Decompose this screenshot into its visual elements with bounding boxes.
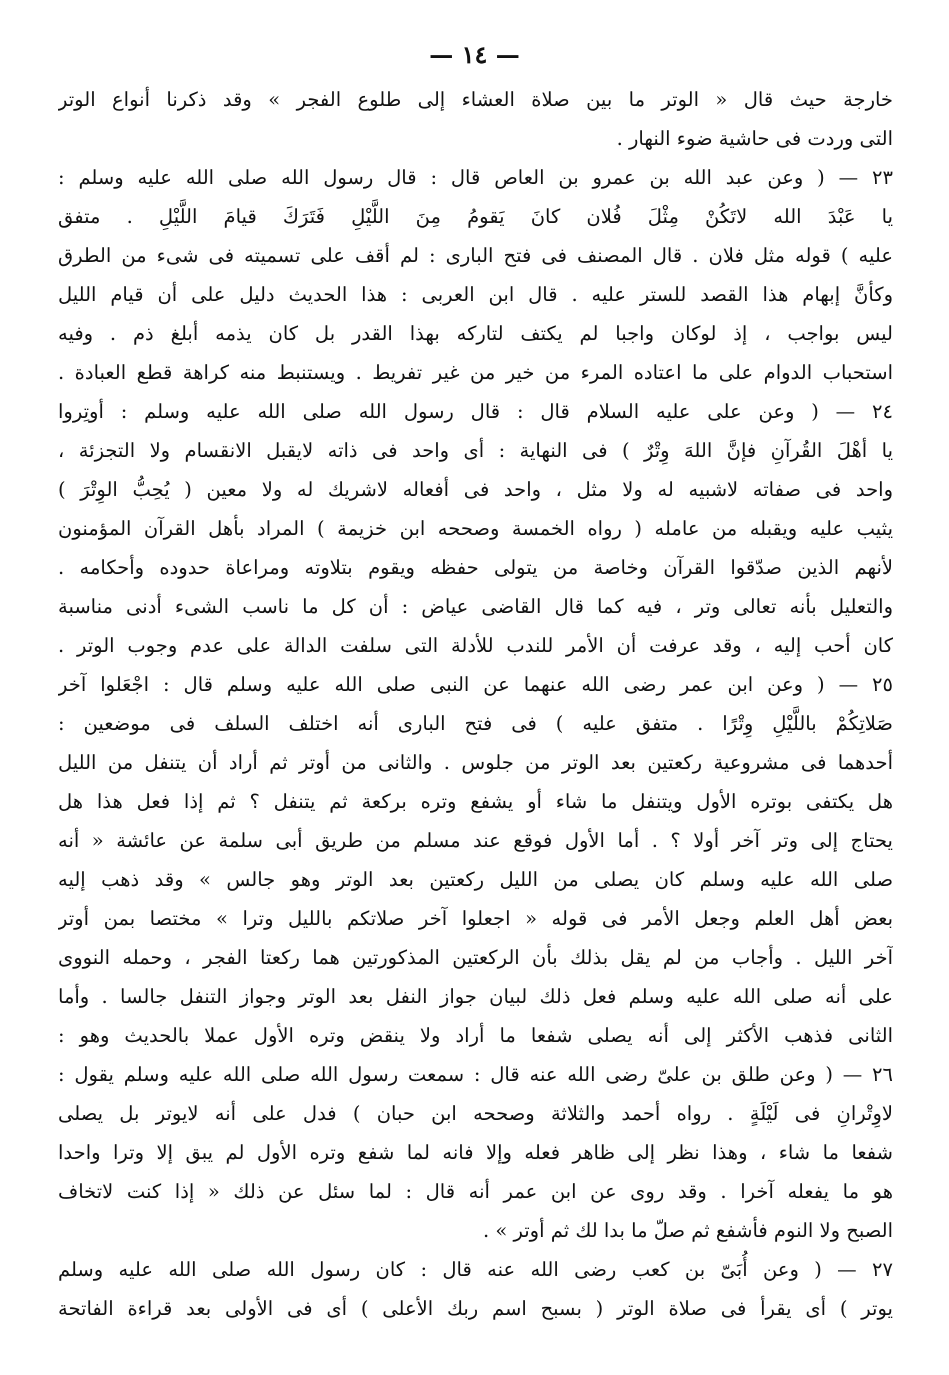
text-line: استحباب الدوام على ما اعتاده المرء من خير من غير تفريط . ويستنبط منه كراهة قطع العبادة . bbox=[58, 361, 893, 384]
text-line: يا عَبْدَ الله لاتَكُنْ مِثْلَ فُلان كانَ يَقومُ مِنَ اللَّيْلِ فَتَرَكَ قيامَ اللَّيْلِ . متفق bbox=[58, 205, 893, 228]
hadith-24-heading: ٢٤ — ( وعن على عليه السلام قال : قال رسول الله صلى الله عليه وسلم : أوتِروا bbox=[58, 400, 893, 423]
text-line: صلى الله عليه وسلم كان يصلى من الليل ركعتين بعد الوتر وهو جالس » وقد ذهب إليه bbox=[58, 868, 893, 891]
hadith-25-heading: ٢٥ — ( وعن ابن عمر رضى الله عنهما عن النبى صلى الله عليه وسلم قال : اجْعَلوا آخر bbox=[58, 673, 893, 696]
text-line: يثيب عليه ويقبله من عامله ( رواه الخمسة وصححه ابن خزيمة ) المراد بأهل القرآن المؤمنون bbox=[58, 517, 893, 540]
text-line: هل يكتفى بوتره الأول ويتنفل ما شاء أو يشفع وتره بركعة ثم يتنفل ؟ ثم إذا فعل هذا هل bbox=[58, 790, 893, 813]
text-line: وكأنَّ إبهام هذا القصد للستر عليه . قال ابن العربى : هذا الحديث دليل على أن قيام الليل bbox=[58, 283, 893, 306]
text-line: واحد فى صفاته لاشبيه له ولا مثل ، واحد فى أفعاله لاشريك له ولا معين ( يُحِبُّ الوِتْرَ ) bbox=[58, 478, 893, 501]
text-line: لأنهم الذين صدّقوا القرآن وخاصة من يتولى حفظه ويقوم بتلاوته ومراعاة حدوده وأحكامه . bbox=[58, 556, 893, 579]
hadith-23-heading: ٢٣ — ( وعن عبد الله بن عمرو بن العاص قال : قال رسول الله صلى الله عليه وسلم : bbox=[58, 166, 893, 189]
text-line: يوتر ) أى يقرأ فى صلاة الوتر ( بسبح اسم ربك الأعلى ) أى فى الأولى بعد قراءة الفاتحة bbox=[58, 1297, 893, 1320]
text-line: ليس بواجب ، إذ لوكان واجبا لم يكتف لتاركه بهذا القدر بل كان يذمه أبلغ ذم . وفيه bbox=[58, 322, 893, 345]
hadith-27-heading: ٢٧ — ( وعن أُبَىّ بن كعب رضى الله عنه قال : كان رسول الله صلى الله عليه وسلم bbox=[58, 1258, 893, 1281]
text-line: الثانى فذهب الأكثر إلى أنه يصلى شفعا ما أراد ولا ينقض وتره الأول عملا بالحديث وهو : bbox=[58, 1024, 893, 1047]
text-line: كان أحب إليه ، وقد عرفت أن الأمر للندب للأدلة التى سلفت الدالة على عدم وجوب الوتر . bbox=[58, 634, 893, 657]
text-line: عليه ) قوله مثل فلان . قال المصنف فى فتح البارى : لم أقف على تسميته فى شىء من الطرق bbox=[58, 244, 893, 267]
text-line: على أنه صلى الله عليه وسلم فعل ذلك لبيان جواز النفل بعد الوتر وجواز التنفل جالسا . وأما bbox=[58, 985, 893, 1008]
text-line: يحتاج إلى وتر آخر أولا ؟ . أما الأول فوقع عند مسلم من طريق أبى سلمة عن عائشة « أنه bbox=[58, 829, 893, 852]
text-line: هو ما يفعله آخرا . وقد روى عن ابن عمر أنه قال : لما سئل عن ذلك « إذا كنت لاتخاف bbox=[58, 1180, 893, 1203]
text-line: صَلاتِكُمْ باللَّيْلِ وِتْرًا . متفق عليه ) فى فتح البارى أنه اختلف السلف فى موضعين : bbox=[58, 712, 893, 735]
text-line: لاوِتْرانِ فى لَيْلَةٍ . رواه أحمد والثلاثة وصححه ابن حبان ) فدل على أنه لايوتر بل يصلى bbox=[58, 1102, 893, 1125]
body-text bbox=[58, 80, 893, 1328]
text-line: خارجة حيث قال « الوتر ما بين صلاة العشاء إلى طلوع الفجر » وقد ذكرنا أنواع الوتر bbox=[58, 88, 893, 111]
text-line: والتعليل بأنه تعالى وتر ، فيه كما قال القاضى عياض : أن كل ما ناسب الشىء أدنى مناسبة bbox=[58, 595, 893, 618]
text-line: شفعا ما شاء ، وهذا نظر إلى ظاهر فعله وإلا فانه لما شفع وتره الأول لم يبق إلا وترا واحدا bbox=[58, 1141, 893, 1164]
text-line: الصبح ولا النوم فأشفع ثم صلّ ما بدا لك ثم أوتر » . bbox=[482, 1219, 893, 1242]
text-line: آخر الليل . وأجاب من لم يقل بذلك بأن الركعتين المذكورتين هما ركعتا الفجر ، وحمله النووى bbox=[58, 946, 893, 969]
text-line: بعض أهل العلم وجعل الأمر فى قوله « اجعلوا آخر صلاتكم بالليل وترا » مختصا بمن أوتر bbox=[58, 907, 893, 930]
page-number: — ١٤ — bbox=[429, 40, 520, 69]
text-line: أحدهما فى مشروعية ركعتين بعد الوتر من جلوس . والثانى من أوتر ثم أراد أن يتنفل من الليل bbox=[58, 751, 893, 774]
text-line: التى وردت فى حاشية ضوء النهار . bbox=[616, 127, 893, 150]
hadith-26-heading: ٢٦ — ( وعن طلق بن علىّ رضى الله عنه قال : سمعت رسول الله صلى الله عليه وسلم يقول : bbox=[58, 1063, 893, 1086]
text-line: يا أهْلَ القُرآنِ فإنَّ اللهَ وِتْرٌ ) فى النهاية : أى واحد فى ذاته لايقبل الانقسام ولا التجزئة ، bbox=[58, 439, 893, 462]
